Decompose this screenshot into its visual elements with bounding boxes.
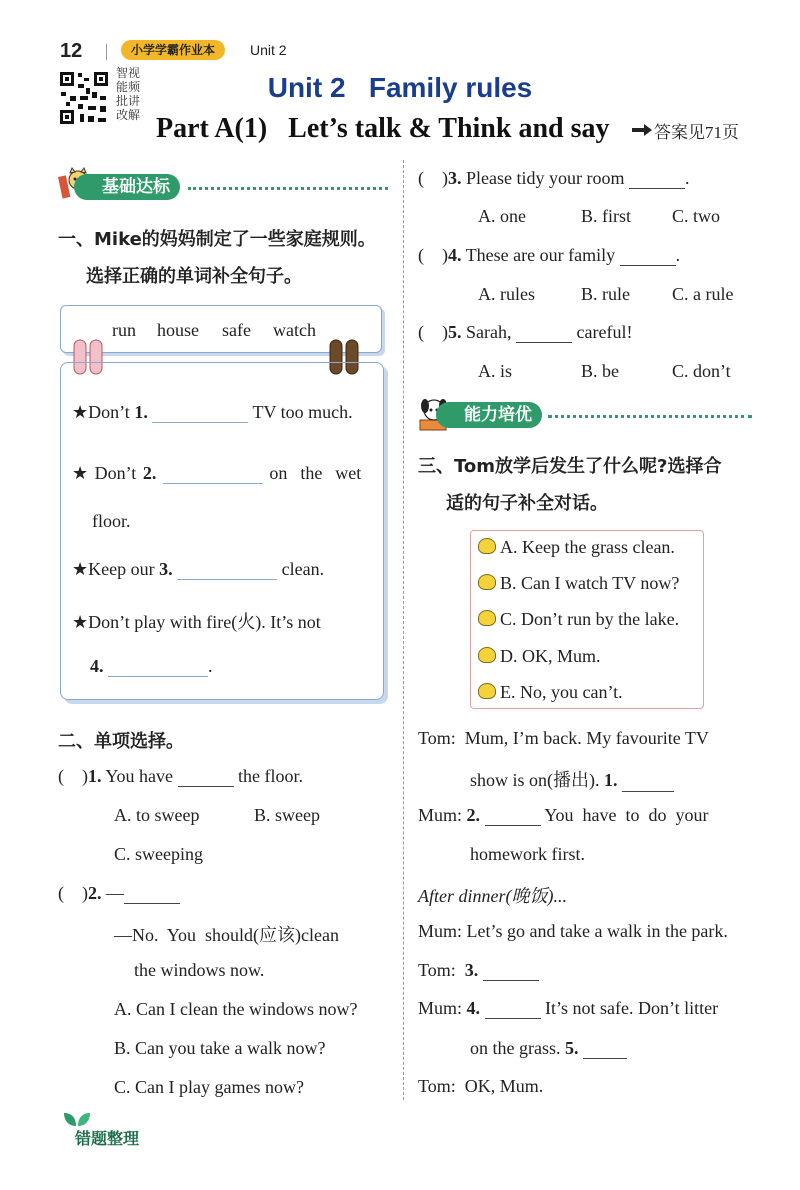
answer-blank[interactable] [177, 561, 277, 580]
q2-option-b[interactable]: B. Can you take a walk now? [114, 1038, 326, 1058]
answer-blank[interactable] [629, 170, 685, 189]
answer-blank[interactable] [152, 404, 248, 423]
footer-label: 错题整理 [75, 1129, 140, 1148]
q1-option-a[interactable]: A. to sweep [114, 805, 200, 825]
chick-icon [478, 538, 496, 554]
header-divider [106, 44, 107, 60]
dialogue-line: Tom: 3. [418, 960, 539, 981]
q3-option-b[interactable]: B. first [581, 206, 632, 226]
answer-blank[interactable] [124, 885, 180, 904]
word-bank-word: safe [222, 320, 251, 340]
dialogue-line: on the grass. 5. [470, 1038, 627, 1059]
q2-option-a[interactable]: A. Can I clean the windows now? [114, 999, 358, 1019]
section-banner-advanced: 能力培优 [436, 402, 542, 428]
banner-dots [548, 415, 752, 418]
word-bank-word: run [112, 320, 136, 340]
dialogue-line: show is on(播出). 1. [470, 766, 674, 792]
page-number: 12 [60, 40, 83, 62]
book-badge: 小学学霸作业本 [121, 40, 225, 60]
question-4: ( )4. These are our family . [418, 245, 681, 265]
dialogue-option[interactable]: A. Keep the grass clean. [478, 537, 675, 558]
dialogue-line: homework first. [470, 844, 585, 864]
chick-icon [478, 647, 496, 663]
answer-blank[interactable] [583, 1040, 627, 1059]
answer-blank[interactable] [485, 807, 541, 826]
section3-instruction-2: 适的句子补全对话。 [446, 493, 608, 514]
answer-blank[interactable] [516, 324, 572, 343]
question-5: ( )5. Sarah, careful! [418, 322, 633, 342]
dialogue-line: Mum: 2. You have to do your [418, 805, 709, 825]
answer-blank[interactable] [620, 247, 676, 266]
question-1: ( )1. You have the floor. [58, 766, 304, 786]
q5-option-c[interactable]: C. don’t [672, 361, 731, 381]
banner-dots [188, 187, 388, 190]
answer-blank[interactable] [108, 658, 208, 677]
dialogue-option[interactable]: B. Can I watch TV now? [478, 573, 679, 594]
q2-option-c[interactable]: C. Can I play games now? [114, 1077, 304, 1097]
answer-blank[interactable] [622, 773, 674, 792]
q4-option-a[interactable]: A. rules [478, 284, 535, 304]
answer-blank[interactable] [483, 962, 539, 981]
q3-option-a[interactable]: A. one [478, 206, 526, 226]
dialogue-option[interactable]: C. Don’t run by the lake. [478, 609, 679, 630]
word-bank-word: watch [273, 320, 316, 340]
q5-option-a[interactable]: A. is [478, 361, 513, 381]
q3-option-c[interactable]: C. two [672, 206, 721, 226]
q1-option-c[interactable]: C. sweeping [114, 844, 203, 864]
rule-item-4: ★Don’t play with fire(火). It’s not [72, 612, 321, 632]
word-bank-word: house [157, 320, 199, 340]
chick-icon [478, 683, 496, 699]
q5-option-b[interactable]: B. be [581, 361, 619, 381]
rule-item-2-cont: floor. [92, 511, 131, 531]
section1-instruction-2: 选择正确的单词补全句子。 [86, 266, 302, 287]
section2-heading: 二、单项选择。 [58, 731, 184, 752]
answer-blank[interactable] [163, 465, 263, 484]
dialogue-option[interactable]: E. No, you can’t. [478, 682, 623, 703]
rule-item-2: ★ Don’t 2. on the wet [72, 463, 362, 483]
dialogue-line: Tom: Mum, I’m back. My favourite TV [418, 728, 709, 748]
answer-blank[interactable] [485, 1000, 541, 1019]
qr-caption: 智视 能频 批讲 改解 [116, 66, 141, 122]
arrow-right-icon [632, 124, 652, 136]
column-divider [403, 160, 404, 1100]
answer-blank[interactable] [178, 768, 234, 787]
part-title: Part A(1) Let’s talk & Think and say [156, 113, 610, 144]
dialogue-line: After dinner(晚饭)... [418, 886, 567, 906]
q2-reply-2: the windows now. [134, 960, 265, 980]
rule-item-4-cont: 4. . [90, 656, 213, 676]
chick-icon [478, 574, 496, 590]
question-2: ( )2. — [58, 883, 180, 904]
dialogue-option[interactable]: D. OK, Mum. [478, 646, 601, 667]
section-banner-basic: 基础达标 [74, 174, 180, 200]
question-3: ( )3. Please tidy your room . [418, 168, 690, 188]
q4-option-c[interactable]: C. a rule [672, 284, 734, 304]
rule-item-1: ★Don’t 1. TV too much. [72, 402, 353, 422]
chick-icon [478, 610, 496, 626]
q2-reply-1: —No. You should(应该)clean [114, 925, 339, 945]
rule-item-3: ★Keep our 3. clean. [72, 559, 325, 579]
dialogue-line: Mum: Let’s go and take a walk in the park. [418, 921, 728, 941]
unit-title: Unit 2 Family rules [267, 72, 533, 103]
dialogue-line: Mum: 4. It’s not safe. Don’t litter [418, 998, 719, 1018]
answer-reference: 答案见71页 [654, 123, 739, 142]
q4-option-b[interactable]: B. rule [581, 284, 630, 304]
section1-instruction-1: 一、Mike的妈妈制定了一些家庭规则。 [58, 229, 376, 250]
section3-instruction-1: 三、Tom放学后发生了什么呢?选择合 [418, 456, 722, 477]
q1-option-b[interactable]: B. sweep [254, 805, 320, 825]
header-unit-label: Unit 2 [250, 42, 287, 58]
dialogue-line: Tom: OK, Mum. [418, 1076, 544, 1096]
